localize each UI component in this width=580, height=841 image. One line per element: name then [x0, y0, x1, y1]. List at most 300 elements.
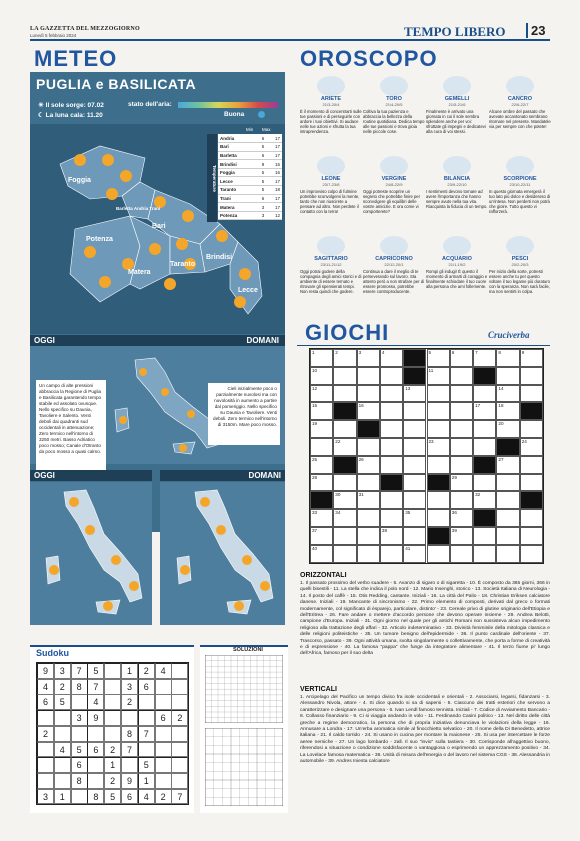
crossword-cell[interactable] — [473, 438, 496, 456]
crossword-cell[interactable] — [333, 367, 356, 385]
crossword-cell[interactable]: 37 — [310, 527, 333, 545]
tomorrow-forecast-text: Cieli inizialmente poco o parzialmente nuvolosi ma con nuvolosità in aumento a partire dal pomeriggio. Nello specifico su Daunia e Tavoliere. Venti deboli. Zero termico nell'intorno di 3150m. Mare poco mosso. — [208, 383, 280, 445]
crossword-cell[interactable] — [450, 402, 473, 420]
crossword-cell[interactable] — [403, 402, 426, 420]
crossword-cell[interactable] — [357, 438, 380, 456]
sign-text: Per inizio della sorte, potresti essere anche tu per questo voltare il tuo legame più duraturo con la speranza. Non sarà facile, ma non sentirti in colpa. — [489, 269, 550, 295]
sudoku-cell: 8 — [71, 773, 88, 789]
sudoku-cell: 8 — [121, 726, 138, 742]
sign-dates: 20/2-20/3 — [511, 262, 529, 267]
crossword-cell[interactable]: 1 — [310, 349, 333, 367]
crossword-black-cell — [333, 456, 356, 474]
crossword-cell[interactable]: 23 — [427, 438, 450, 456]
sudoku-cell: 4 — [54, 742, 71, 758]
crossword-cell[interactable]: 29 — [450, 474, 473, 492]
crossword-cell[interactable] — [380, 491, 403, 509]
temperature-row — [218, 177, 282, 186]
crossword-solution-grid — [205, 655, 283, 723]
crossword-cell[interactable] — [427, 509, 450, 527]
sudoku-cell[interactable] — [155, 757, 172, 773]
horoscope-sign — [489, 76, 551, 129]
sun-icon — [239, 268, 251, 280]
sun-icon — [180, 565, 190, 575]
cloud-sun-icon — [200, 497, 210, 507]
city-name: Barletta — [218, 151, 255, 160]
sun-icon — [120, 170, 132, 182]
crossword-cell[interactable] — [333, 385, 356, 403]
horoscope-sign — [363, 236, 425, 295]
sign-name: VERGINE — [381, 176, 407, 182]
crossword-cell[interactable] — [380, 438, 403, 456]
crossword-cell[interactable]: 35 — [403, 509, 426, 527]
crossword-cell[interactable]: 14 — [496, 385, 519, 403]
italy-tomorrow-map — [165, 486, 280, 622]
sudoku-grid[interactable] — [36, 662, 189, 805]
sign-dates: 23/7-23/8 — [322, 182, 340, 187]
sign-dates: 22/6-22/7 — [511, 102, 529, 107]
sudoku-cell: 7 — [71, 663, 88, 679]
crossword-black-cell — [520, 491, 543, 509]
sudoku-cell[interactable] — [155, 773, 172, 789]
sign-name: ACQUARIO — [442, 256, 472, 262]
crossword-cell[interactable] — [403, 527, 426, 545]
crossword-cell[interactable] — [380, 385, 403, 403]
air-value: Buona — [224, 111, 245, 118]
crossword-cell[interactable] — [473, 545, 496, 563]
sudoku-cell[interactable] — [54, 710, 71, 726]
temp-min: 6 — [255, 194, 266, 203]
temperature-row — [218, 194, 282, 203]
tomorrow-label: DOMANI — [246, 336, 279, 345]
crossword-cell[interactable] — [333, 474, 356, 492]
sudoku-cell[interactable] — [138, 710, 155, 726]
temp-min: 5 — [255, 143, 266, 152]
crossword-title: Cruciverba — [488, 330, 530, 340]
sudoku-cell[interactable] — [121, 757, 138, 773]
crossword-cell[interactable]: 3 — [357, 349, 380, 367]
sudoku-cell: 7 — [138, 726, 155, 742]
horoscope-sign — [300, 76, 362, 135]
crossword-cell[interactable]: 40 — [310, 545, 333, 563]
crossword-cell[interactable]: 2 — [333, 349, 356, 367]
crossword-cell[interactable] — [380, 402, 403, 420]
temp-min: 6 — [255, 134, 266, 143]
crossword-cell[interactable]: 19 — [310, 420, 333, 438]
map-label-bari: Bari — [152, 223, 166, 230]
sign-name: GEMELLI — [444, 96, 470, 102]
sudoku-cell: 4 — [87, 694, 104, 710]
map-label-matera: Matera — [128, 269, 151, 276]
sudoku-cell: 3 — [71, 710, 88, 726]
crossword-cell[interactable]: 12 — [310, 385, 333, 403]
crossword-cell[interactable]: 15 — [310, 402, 333, 420]
sign-name: BILANCIA — [443, 176, 471, 182]
crossword-grid[interactable] — [309, 348, 544, 564]
crossword-cell[interactable]: 11 — [427, 367, 450, 385]
sudoku-cell[interactable] — [171, 679, 188, 695]
sun-icon — [85, 525, 95, 535]
air-label: stato dell'aria: — [128, 101, 172, 108]
crossword-cell[interactable]: 7 — [473, 349, 496, 367]
crossword-cell[interactable]: 22 — [333, 438, 356, 456]
crossword-cell[interactable] — [427, 545, 450, 563]
crossword-cell[interactable]: 18 — [496, 402, 519, 420]
map-label-brindisi: Brindisi — [206, 254, 233, 261]
crossword-cell[interactable] — [473, 420, 496, 438]
crossword-cell[interactable]: 25 — [310, 456, 333, 474]
crossword-cell[interactable]: 20 — [496, 420, 519, 438]
sign-name: CANCRO — [507, 96, 533, 102]
crossword-cell[interactable] — [380, 367, 403, 385]
sudoku-cell: 1 — [121, 663, 138, 679]
sudoku-cell: 2 — [121, 694, 138, 710]
sudoku-cell[interactable] — [155, 726, 172, 742]
crossword-cell[interactable] — [427, 385, 450, 403]
sign-dates: 21/1-19/2 — [448, 262, 466, 267]
sign-name: ARIETE — [320, 96, 342, 102]
oroscopo-title: OROSCOPO — [300, 46, 438, 71]
sign-name: PESCI — [511, 256, 529, 262]
temp-min: 3 — [255, 211, 266, 220]
sign-name: SAGITTARIO — [314, 256, 348, 262]
crossword-cell[interactable] — [357, 527, 380, 545]
crossword-cell[interactable]: 6 — [450, 349, 473, 367]
crossword-cell[interactable] — [496, 509, 519, 527]
crossword-cell[interactable] — [427, 491, 450, 509]
sudoku-cell[interactable] — [171, 742, 188, 758]
temperature-row — [218, 168, 282, 177]
temp-min: 5 — [255, 177, 266, 186]
crossword-cell[interactable] — [450, 385, 473, 403]
sun-icon — [129, 581, 139, 591]
crossword-cell[interactable] — [333, 420, 356, 438]
crossword-cell[interactable]: 17 — [473, 402, 496, 420]
sign-dates: 24/8-22/9 — [385, 182, 403, 187]
sudoku-cell: 6 — [37, 694, 54, 710]
sudoku-cell[interactable] — [121, 710, 138, 726]
crossword-cell[interactable]: 8 — [496, 349, 519, 367]
sign-name: CAPRICORNO — [375, 256, 413, 262]
sudoku-cell[interactable] — [71, 694, 88, 710]
temperature-row — [218, 143, 282, 152]
sun-icon — [149, 243, 161, 255]
crossword-cell[interactable]: 32 — [473, 491, 496, 509]
horoscope-sign — [489, 156, 551, 215]
crossword-cell[interactable] — [427, 402, 450, 420]
temp-max: 17 — [266, 194, 282, 203]
crossword-cell[interactable] — [357, 545, 380, 563]
crossword-cell[interactable]: 4 — [380, 349, 403, 367]
crossword-cell[interactable] — [403, 491, 426, 509]
sudoku-cell: 7 — [121, 742, 138, 758]
sun-icon — [111, 555, 121, 565]
today-forecast-text: Un campo di alte pressioni abbraccia la Regione di Puglia e Basilicata garantendo tempo stabile ed assolato ovunque. Nello specifico su Daunia, Tavoliere e Salento. Venti deboli dai quadranti sud occidentali in attenuazione; Zero termico nell'intorno di 3250 metri. Basso Adriatico poco mosso; Canale d'Otranto da poco mosso a quasi calmo. — [36, 380, 106, 480]
crossword-cell[interactable]: 9 — [520, 349, 543, 367]
horoscope-sign — [426, 76, 488, 135]
crossword-cell[interactable]: 41 — [403, 545, 426, 563]
sudoku-cell: 6 — [87, 742, 104, 758]
sudoku-cell[interactable] — [104, 710, 121, 726]
crossword-cell[interactable] — [520, 456, 543, 474]
crossword-cell[interactable] — [357, 509, 380, 527]
city-name: Trani — [218, 194, 255, 203]
sudoku-cell[interactable] — [54, 773, 71, 789]
horoscope-sign — [426, 236, 488, 289]
city-name: Brindisi — [218, 160, 255, 169]
crossword-cell[interactable] — [450, 438, 473, 456]
temperature-row — [218, 203, 282, 212]
map-label-potenza: Potenza — [86, 236, 113, 243]
sudoku-cell[interactable] — [37, 710, 54, 726]
sudoku-solution-grid — [205, 728, 283, 806]
city-name: Taranto — [218, 186, 255, 195]
zodiac-icon — [317, 236, 345, 256]
sudoku-cell[interactable] — [87, 757, 104, 773]
across-clues: 1. Il passato prossimo del verbo suadere - 5. Avanzo di sigaro o di sigaretta - 10. È composto da 365 giorni, 366 in quelli bisestili - 11. La stella che indica il polo nord - 12. Mario Insenghi, storico - 13. Società Italiana di Neurologia - 14. Il posto del caffè - 15. Otis Redding, cantante. Iniziali - 16. La città del Palio - 18. Christian Eriksen calciatore danese. Iniziali - 19. Mancante di sincronismo - 22. Primo elemento di composti, derivati dal greco o formati modernamente, col significato di èsparejo, particolare, distinto' - 23. Cereale privo di glutine originario dell'Etiopia e dell'Eritrea - 26. Fare andare o mettere d'accordo persone che devono operare insieme - 29. Andrea Belotti, campione d'Europa. Iniziali - 31. Ogni giorno nel quale per gli antichi Romani non sussisteva alcun impedimento religioso alla trattazione degli affari - 32. Articolo indeterminativo - 33. Divinità femminile della mitologia classica e delle religioni politeistiche - 35. Un tumore benigno dell'epidermide - 36. Il punto cardinale dell'oriente - 37. Trascorso, passato - 39. Ogni attività umana, svolta singolarmente o collettivamente, che porta a forme di creatività e di espressione - 40. La famosa "pappa" che funge da integratore alimentare - 41. Il terzo fiume pi' lungo dell'Africa, famoso per il suo delta — [300, 581, 550, 657]
sudoku-cell[interactable] — [87, 726, 104, 742]
sudoku-cell: 6 — [155, 710, 172, 726]
sudoku-cell: 7 — [87, 679, 104, 695]
sign-text: È il momento di concentrarti sulle tue passioni e di perseguirle con ardore i tuoi obiettivi. Si audace nelle tue azioni e sfrutta la tua intraprendenza. — [300, 109, 362, 135]
sudoku-cell: 6 — [138, 679, 155, 695]
crossword-black-cell — [473, 367, 496, 385]
sudoku-cell[interactable] — [171, 757, 188, 773]
crossword-cell[interactable]: 31 — [357, 491, 380, 509]
sudoku-cell[interactable] — [37, 757, 54, 773]
crossword-cell[interactable] — [450, 420, 473, 438]
horoscope-sign — [363, 156, 425, 215]
zodiac-icon — [380, 236, 408, 256]
crossword-black-cell — [403, 367, 426, 385]
crossword-cell[interactable] — [403, 456, 426, 474]
crossword-cell[interactable]: 36 — [450, 509, 473, 527]
map-label-taranto: Taranto — [170, 261, 196, 268]
sudoku-cell[interactable] — [104, 679, 121, 695]
temp-max: 17 — [266, 177, 282, 186]
sudoku-cell[interactable] — [37, 742, 54, 758]
temperature-row — [218, 134, 282, 143]
giochi-rule — [297, 345, 550, 346]
crossword-cell[interactable] — [496, 527, 519, 545]
crossword-cell[interactable] — [450, 545, 473, 563]
sudoku-cell: 3 — [121, 679, 138, 695]
sun-icon — [74, 154, 86, 166]
city-name: Bari — [218, 143, 255, 152]
page-number: 23 — [526, 23, 545, 38]
crossword-cell[interactable]: 13 — [403, 385, 426, 403]
crossword-cell[interactable]: 24 — [520, 438, 543, 456]
temperature-row — [218, 186, 282, 195]
crossword-cell[interactable] — [357, 367, 380, 385]
sign-dates: 21/3-20/4 — [322, 102, 340, 107]
temp-max-header: Max — [262, 127, 271, 132]
crossword-cell[interactable] — [403, 420, 426, 438]
sun-icon — [106, 188, 118, 200]
zodiac-icon — [443, 156, 471, 176]
sun-icon — [234, 296, 246, 308]
cloud-sun-icon — [139, 368, 147, 376]
crossword-cell[interactable] — [380, 456, 403, 474]
crossword-cell[interactable] — [450, 367, 473, 385]
sudoku-cell[interactable] — [71, 789, 88, 805]
zodiac-icon — [380, 156, 408, 176]
zodiac-icon — [317, 156, 345, 176]
forecast-strip — [30, 335, 285, 346]
sudoku-cell[interactable] — [71, 726, 88, 742]
crossword-cell[interactable] — [403, 438, 426, 456]
italy-tomorrow-label: DOMANI — [160, 470, 285, 481]
solutions-title: SOLUZIONI — [233, 647, 263, 653]
crossword-cell[interactable] — [520, 385, 543, 403]
crossword-cell[interactable]: 28 — [310, 474, 333, 492]
crossword-black-cell — [473, 456, 496, 474]
sudoku-cell[interactable] — [104, 726, 121, 742]
crossword-cell[interactable] — [473, 474, 496, 492]
sun-icon — [102, 154, 114, 166]
crossword-cell[interactable] — [380, 545, 403, 563]
temp-max: 17 — [266, 134, 282, 143]
sun-icon — [216, 230, 228, 242]
sudoku-cell[interactable] — [171, 694, 188, 710]
sudoku-cell: 9 — [87, 710, 104, 726]
sign-text: Oggi potrai godere della compagnia degli amici storici e di ambiente di essere ternato e ritrovare gli spensierati tempi. Non resta quindi che godere. — [300, 269, 362, 295]
sudoku-cell: 2 — [37, 726, 54, 742]
temp-min: 5 — [255, 186, 266, 195]
sudoku-cell: 1 — [54, 789, 71, 805]
sudoku-cell: 1 — [104, 757, 121, 773]
sudoku-cell: 3 — [54, 663, 71, 679]
crossword-cell[interactable]: 39 — [450, 527, 473, 545]
crossword-cell[interactable]: 38 — [380, 527, 403, 545]
sudoku-cell: 5 — [87, 663, 104, 679]
sudoku-cell[interactable] — [138, 742, 155, 758]
crossword-cell[interactable] — [496, 474, 519, 492]
crossword-cell[interactable]: 26 — [357, 456, 380, 474]
sudoku-cell[interactable] — [54, 757, 71, 773]
crossword-black-cell — [310, 491, 333, 509]
temperature-table — [218, 134, 282, 220]
crossword-cell[interactable] — [496, 545, 519, 563]
air-quality-scale — [178, 102, 278, 108]
header-rule — [30, 39, 550, 41]
sign-dates: 23/10-22/11 — [509, 182, 531, 187]
sign-dates: 21/5-21/6 — [448, 102, 466, 107]
city-name: Lecce — [218, 177, 255, 186]
horoscope-sign — [300, 236, 362, 295]
crossword-cell[interactable]: 27 — [496, 456, 519, 474]
crossword-black-cell — [357, 420, 380, 438]
sudoku-cell: 7 — [171, 789, 188, 805]
crossword-cell[interactable] — [520, 509, 543, 527]
italy-today-map — [34, 486, 149, 622]
zodiac-icon — [317, 76, 345, 96]
sign-text: Continua a dare il meglio di te perseverando sul lavoro. Sta attento però a non strafare per di essere promosso, potrebbe essere controproducente. — [363, 269, 424, 295]
crossword-cell[interactable]: 34 — [333, 509, 356, 527]
today-label: OGGI — [34, 336, 55, 345]
crossword-cell[interactable] — [520, 367, 543, 385]
crossword-cell[interactable] — [520, 420, 543, 438]
crossword-cell[interactable] — [473, 527, 496, 545]
crossword-cell[interactable]: 30 — [333, 491, 356, 509]
sign-text: Coltiva la tua pazienza e abbraccia la bellezza della routine quotidiana. Dedica tempo alle tue passioni e trova gioia nelle piccole cose. — [363, 109, 425, 135]
sudoku-cell[interactable] — [171, 663, 188, 679]
sudoku-cell[interactable] — [54, 726, 71, 742]
sudoku-title: Sudoku — [36, 648, 69, 658]
sun-icon — [164, 278, 176, 290]
crossword-cell[interactable] — [403, 474, 426, 492]
giochi-title: GIOCHI — [305, 320, 390, 345]
sun-icon — [179, 444, 187, 452]
sun-icon — [260, 581, 270, 591]
crossword-cell[interactable]: 10 — [310, 367, 333, 385]
sudoku-cell[interactable] — [155, 679, 172, 695]
crossword-cell[interactable] — [450, 456, 473, 474]
sudoku-cell: 9 — [121, 773, 138, 789]
crossword-cell[interactable] — [520, 474, 543, 492]
crossword-cell[interactable] — [427, 456, 450, 474]
temp-min: 6 — [255, 151, 266, 160]
region-title: PUGLIA e BASILICATA — [36, 76, 197, 92]
crossword-cell[interactable]: 33 — [310, 509, 333, 527]
sun-icon — [99, 276, 111, 288]
crossword-cell[interactable] — [427, 420, 450, 438]
sudoku-cell[interactable] — [87, 773, 104, 789]
sudoku-cell[interactable] — [171, 726, 188, 742]
moonrise-text: ☾ La luna cala: 11.20 — [38, 112, 103, 119]
crossword-black-cell — [496, 438, 519, 456]
zodiac-icon — [506, 156, 534, 176]
crossword-cell[interactable] — [450, 491, 473, 509]
crossword-cell[interactable] — [473, 385, 496, 403]
crossword-cell[interactable] — [520, 545, 543, 563]
crossword-black-cell — [427, 474, 450, 492]
crossword-cell[interactable] — [357, 474, 380, 492]
sudoku-cell[interactable] — [104, 663, 121, 679]
sun-icon — [216, 525, 226, 535]
crossword-black-cell — [473, 509, 496, 527]
crossword-cell[interactable] — [496, 367, 519, 385]
zodiac-icon — [506, 236, 534, 256]
air-quality-dot — [258, 111, 265, 118]
crossword-cell[interactable] — [357, 385, 380, 403]
crossword-cell[interactable]: 5 — [427, 349, 450, 367]
sudoku-cell[interactable] — [37, 773, 54, 789]
sudoku-cell[interactable] — [155, 742, 172, 758]
sudoku-cell[interactable] — [155, 694, 172, 710]
crossword-cell[interactable] — [520, 527, 543, 545]
crossword-cell[interactable] — [380, 420, 403, 438]
temperature-side-label: Temperature — [207, 134, 217, 222]
temp-max: 18 — [266, 186, 282, 195]
crossword-cell[interactable]: 16 — [357, 402, 380, 420]
sudoku-cell[interactable] — [171, 773, 188, 789]
sudoku-cell[interactable] — [104, 694, 121, 710]
sudoku-cell[interactable] — [138, 694, 155, 710]
crossword-cell[interactable] — [310, 438, 333, 456]
sun-icon: ☀ — [38, 102, 44, 109]
moon-icon: ☾ — [38, 112, 44, 119]
sun-icon — [103, 601, 113, 611]
meteo-title: METEO — [34, 46, 118, 71]
horoscope-sign — [489, 236, 551, 295]
sudoku-cell: 5 — [138, 757, 155, 773]
sudoku-cell: 5 — [54, 694, 71, 710]
crossword-cell[interactable] — [333, 545, 356, 563]
crossword-cell[interactable] — [380, 509, 403, 527]
crossword-cell[interactable] — [333, 527, 356, 545]
crossword-cell[interactable] — [496, 491, 519, 509]
sun-icon — [84, 246, 96, 258]
